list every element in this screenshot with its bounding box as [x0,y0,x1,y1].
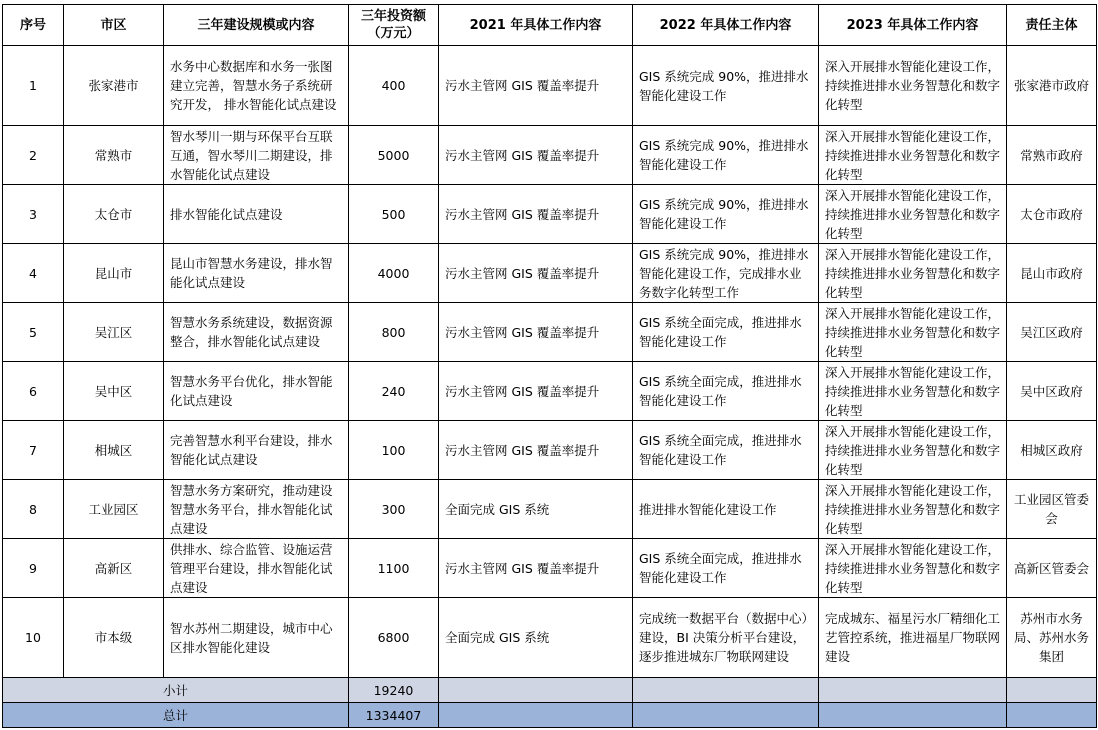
cell-invest: 300 [349,480,439,539]
cell-2023: 深入开展排水智能化建设工作，持续推进排水业务智慧化和数字化转型 [819,185,1007,244]
cell-2021: 污水主管网 GIS 覆盖率提升 [439,185,633,244]
cell-scope: 供排水、综合监管、设施运营管理平台建设，排水智能化试点建设 [164,539,349,598]
header-2022: 2022 年具体工作内容 [633,5,819,46]
cell-scope: 排水智能化试点建设 [164,185,349,244]
cell-district: 市本级 [64,598,164,678]
cell-owner: 昆山市政府 [1007,244,1097,303]
total-empty-cell [633,703,819,728]
cell-2022: GIS 系统全面完成，推进排水智能化建设工作 [633,421,819,480]
cell-invest: 100 [349,421,439,480]
cell-scope: 智水琴川一期与环保平台互联互通，智水琴川二期建设，排水智能化试点建设 [164,126,349,185]
table-row [3,362,1097,421]
cell-2022: GIS 系统完成 90%，推进排水智能化建设工作，完成排水业务数字化转型工作 [633,244,819,303]
cell-2023: 深入开展排水智能化建设工作，持续推进排水业务智慧化和数字化转型 [819,244,1007,303]
cell-2022: GIS 系统全面完成，推进排水智能化建设工作 [633,362,819,421]
cell-2023: 完成城东、福星污水厂精细化工艺管控系统，推进福星厂物联网建设 [819,598,1007,678]
cell-seq: 10 [3,598,64,678]
table-row [3,480,1097,539]
cell-scope: 智慧水务平台优化，排水智能化试点建设 [164,362,349,421]
cell-invest: 500 [349,185,439,244]
cell-owner: 常熟市政府 [1007,126,1097,185]
cell-2022: GIS 系统全面完成，推进排水智能化建设工作 [633,303,819,362]
cell-2022: GIS 系统完成 90%，推进排水智能化建设工作 [633,126,819,185]
cell-scope: 水务中心数据库和水务一张图建立完善，智慧水务子系统研究开发， 排水智能化试点建设 [164,46,349,126]
table-row [3,421,1097,480]
cell-owner: 张家港市政府 [1007,46,1097,126]
plan-table [2,4,1097,728]
cell-2022: GIS 系统完成 90%，推进排水智能化建设工作 [633,46,819,126]
total-empty-cell [1007,703,1097,728]
table-row [3,244,1097,303]
cell-seq: 6 [3,362,64,421]
table-row [3,598,1097,678]
cell-seq: 2 [3,126,64,185]
cell-owner: 吴江区政府 [1007,303,1097,362]
cell-2021: 污水主管网 GIS 覆盖率提升 [439,362,633,421]
cell-owner: 相城区政府 [1007,421,1097,480]
cell-2023: 深入开展排水智能化建设工作，持续推进排水业务智慧化和数字化转型 [819,421,1007,480]
table-row [3,126,1097,185]
cell-invest: 5000 [349,126,439,185]
subtotal-empty-cell [439,678,633,703]
cell-seq: 1 [3,46,64,126]
cell-2022: 完成统一数据平台（数据中心）建设，BI 决策分析平台建设，逐步推进城东厂物联网建设 [633,598,819,678]
table-row [3,303,1097,362]
cell-2023: 深入开展排水智能化建设工作，持续推进排水业务智慧化和数字化转型 [819,480,1007,539]
cell-invest: 400 [349,46,439,126]
total-label: 总计 [3,703,349,728]
cell-seq: 7 [3,421,64,480]
subtotal-empty-cell [1007,678,1097,703]
subtotal-row [3,678,1097,703]
cell-2021: 污水主管网 GIS 覆盖率提升 [439,539,633,598]
cell-2021: 污水主管网 GIS 覆盖率提升 [439,303,633,362]
cell-scope: 智慧水务方案研究，推动建设智慧水务平台，排水智能化试点建设 [164,480,349,539]
cell-owner: 吴中区政府 [1007,362,1097,421]
cell-district: 张家港市 [64,46,164,126]
cell-owner: 苏州市水务局、苏州水务集团 [1007,598,1097,678]
cell-2023: 深入开展排水智能化建设工作，持续推进排水业务智慧化和数字化转型 [819,539,1007,598]
header-owner: 责任主体 [1007,5,1097,46]
cell-invest: 1100 [349,539,439,598]
cell-scope: 智水苏州二期建设，城市中心区排水智能化建设 [164,598,349,678]
cell-seq: 9 [3,539,64,598]
table-row [3,46,1097,126]
header-district: 市区 [64,5,164,46]
header-row [3,5,1097,46]
subtotal-label: 小计 [3,678,349,703]
cell-scope: 智慧水务系统建设，数据资源整合，排水智能化试点建设 [164,303,349,362]
cell-district: 高新区 [64,539,164,598]
cell-2021: 污水主管网 GIS 覆盖率提升 [439,46,633,126]
cell-owner: 工业园区管委会 [1007,480,1097,539]
cell-2023: 深入开展排水智能化建设工作，持续推进排水业务智慧化和数字化转型 [819,362,1007,421]
cell-seq: 3 [3,185,64,244]
subtotal-empty-cell [819,678,1007,703]
total-row [3,703,1097,728]
cell-invest: 6800 [349,598,439,678]
cell-scope: 完善智慧水利平台建设，排水智能化试点建设 [164,421,349,480]
subtotal-empty-cell [633,678,819,703]
cell-2021: 污水主管网 GIS 覆盖率提升 [439,244,633,303]
header-seq: 序号 [3,5,64,46]
total-empty-cell [439,703,633,728]
cell-district: 吴中区 [64,362,164,421]
cell-district: 吴江区 [64,303,164,362]
header-invest: 三年投资额（万元） [349,5,439,46]
cell-district: 工业园区 [64,480,164,539]
cell-invest: 4000 [349,244,439,303]
cell-2022: GIS 系统全面完成，推进排水智能化建设工作 [633,539,819,598]
cell-owner: 高新区管委会 [1007,539,1097,598]
cell-2023: 深入开展排水智能化建设工作，持续推进排水业务智慧化和数字化转型 [819,126,1007,185]
header-2023: 2023 年具体工作内容 [819,5,1007,46]
cell-invest: 240 [349,362,439,421]
cell-2021: 污水主管网 GIS 覆盖率提升 [439,421,633,480]
total-value: 1334407 [349,703,439,728]
total-empty-cell [819,703,1007,728]
subtotal-value: 19240 [349,678,439,703]
cell-scope: 昆山市智慧水务建设，排水智能化试点建设 [164,244,349,303]
cell-district: 相城区 [64,421,164,480]
cell-2021: 全面完成 GIS 系统 [439,480,633,539]
cell-invest: 800 [349,303,439,362]
cell-seq: 4 [3,244,64,303]
cell-seq: 5 [3,303,64,362]
cell-2022: GIS 系统完成 90%，推进排水智能化建设工作 [633,185,819,244]
table-row [3,539,1097,598]
cell-2023: 深入开展排水智能化建设工作，持续推进排水业务智慧化和数字化转型 [819,46,1007,126]
cell-2021: 污水主管网 GIS 覆盖率提升 [439,126,633,185]
cell-owner: 太仓市政府 [1007,185,1097,244]
cell-2022: 推进排水智能化建设工作 [633,480,819,539]
cell-seq: 8 [3,480,64,539]
cell-district: 太仓市 [64,185,164,244]
cell-2021: 全面完成 GIS 系统 [439,598,633,678]
cell-district: 常熟市 [64,126,164,185]
header-scope: 三年建设规模或内容 [164,5,349,46]
cell-2023: 深入开展排水智能化建设工作，持续推进排水业务智慧化和数字化转型 [819,303,1007,362]
cell-district: 昆山市 [64,244,164,303]
header-2021: 2021 年具体工作内容 [439,5,633,46]
table-row [3,185,1097,244]
